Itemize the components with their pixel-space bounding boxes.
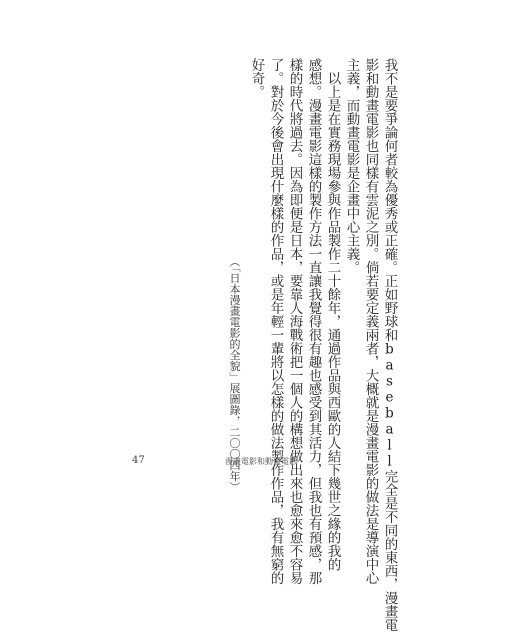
body-line-8: 好奇。 — [248, 58, 265, 99]
body-line-7: 了。對於今後會出現什麼樣的作品，或是年輕一輩將以怎樣的做法製作作品，我有無窮的 — [267, 58, 284, 585]
body-line-2: 影和動畫電影也同樣有雲泥之別。倘若要定義兩者，大概就是漫畫電影的做法是導演中心 — [362, 58, 379, 585]
source-citation: （「日本漫畫電影的全貌」展圖錄，二〇〇四年） — [228, 256, 241, 493]
body-line-4: 以上是在實務現場參與作品製作二十餘年，通過作品與西歐的人結下幾世之緣的我的 — [324, 58, 341, 571]
body-line-3: 主義，而動畫電影是企畫中心主義。 — [343, 58, 360, 274]
body-line-5: 感想。漫畫電影這樣的製作方法一直讓我覺得很有趣也感受到其活力，但我也有預感，那 — [305, 58, 322, 585]
body-line-6: 樣的時代將過去。因為即便是日本，要靠人海戰術把一個人的構想做出來也愈來愈不容易 — [286, 58, 303, 585]
body-line-1: 我不是要爭論何者較為優秀或正確。正如野球和baseball完全是不同的東西，漫畫電 — [381, 58, 398, 632]
running-head: 漫畫電影和動畫電影 — [225, 457, 297, 466]
page-number: 47 — [132, 455, 145, 466]
